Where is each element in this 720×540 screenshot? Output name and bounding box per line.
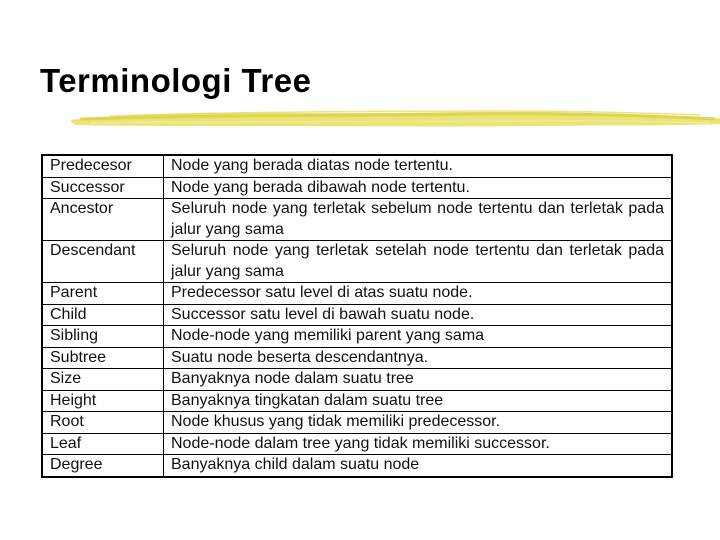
- definition-cell: Node yang berada diatas node tertentu.: [164, 155, 673, 177]
- table-row: [42, 177, 672, 199]
- term-cell: Root: [42, 412, 164, 434]
- terminology-table-body: [42, 155, 672, 477]
- table-row: [42, 369, 672, 391]
- term-cell: Child: [42, 304, 164, 326]
- term-cell: Descendant: [42, 241, 164, 283]
- term-cell: Sibling: [42, 326, 164, 348]
- definition-cell: Seluruh node yang terletak setelah node tertentu dan terletak pada jalur yang sama: [164, 241, 673, 283]
- table-row: [42, 199, 672, 241]
- table-row: [42, 390, 672, 412]
- slide-title: Terminologi Tree: [40, 62, 312, 99]
- definition-cell: Banyaknya tingkatan dalam suatu tree: [164, 390, 673, 412]
- term-cell: Successor: [42, 177, 164, 199]
- term-cell: Size: [42, 369, 164, 391]
- table-row: [42, 326, 672, 348]
- definition-cell: Predecessor satu level di atas suatu node.: [164, 283, 673, 305]
- table-row: [42, 433, 672, 455]
- term-cell: Ancestor: [42, 199, 164, 241]
- definition-cell: Node yang berada dibawah node tertentu.: [164, 177, 673, 199]
- table-row: [42, 241, 672, 283]
- definition-cell: Banyaknya child dalam suatu node: [164, 455, 673, 477]
- table-row: [42, 455, 672, 477]
- term-cell: Leaf: [42, 433, 164, 455]
- term-cell: Height: [42, 390, 164, 412]
- definition-cell: Banyaknya node dalam suatu tree: [164, 369, 673, 391]
- table-row: [42, 304, 672, 326]
- table-row: [42, 347, 672, 369]
- definition-cell: Node-node yang memiliki parent yang sama: [164, 326, 673, 348]
- table-row: [42, 155, 672, 177]
- term-cell: Predecesor: [42, 155, 164, 177]
- term-cell: Subtree: [42, 347, 164, 369]
- definition-cell: Suatu node beserta descendantnya.: [164, 347, 673, 369]
- definition-cell: Node khusus yang tidak memiliki predecessor.: [164, 412, 673, 434]
- table-row: [42, 283, 672, 305]
- definition-cell: Seluruh node yang terletak sebelum node tertentu dan terletak pada jalur yang sama: [164, 199, 673, 241]
- definition-cell: Successor satu level di bawah suatu node.: [164, 304, 673, 326]
- term-cell: Parent: [42, 283, 164, 305]
- table-row: [42, 412, 672, 434]
- terminology-table: [41, 154, 673, 478]
- term-cell: Degree: [42, 455, 164, 477]
- definition-cell: Node-node dalam tree yang tidak memiliki successor.: [164, 433, 673, 455]
- brush-stroke-decoration: [70, 104, 720, 132]
